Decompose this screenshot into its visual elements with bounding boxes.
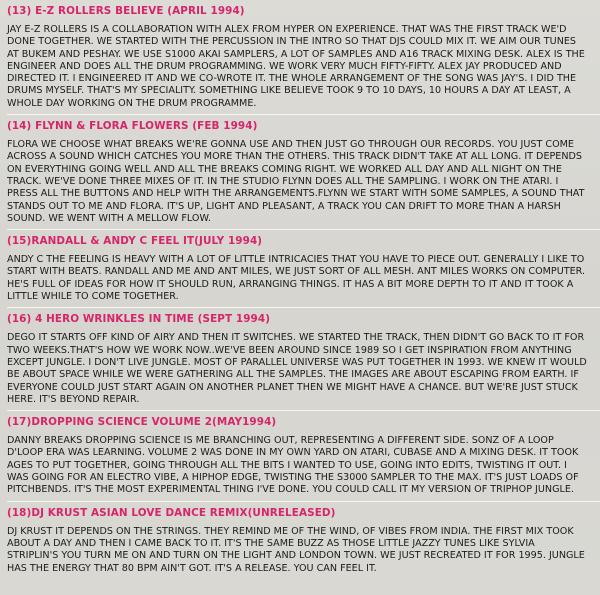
section-heading: (16) 4 HERO WRINKLES IN TIME (SEPT 1994) [7,313,271,326]
section-heading: (18)DJ KRUST ASIAN LOVE DANCE REMIX(UNRELEASED) [7,506,336,519]
divider [7,410,600,411]
section-body: DANNY BREAKS DROPPING SCIENCE IS ME BRANCHING OUT, REPRESENTING A DIFFERENT SIDE. SONZ OF A LOOP D'LOOP ERA WAS LEARNING. VOLUME 2 WAS DONE IN MY OWN YARD ON ATARI, CUBASE AND A MIXING DESK. IT TOOK AGES TO PUT TOGETHER, GOING THROUGH ALL THE BITS I WANTED TO USE, GOING INTO EDITS, TWISTING IT OUT. I WAS GOING FOR AN ELECTRO VIBE, A HIPHOP EDGE, TWISTING THE S3000 SAMPLER TO THE MAX. IT'S JUST LOADS OF PITCHBENDS. IT'S THE MOST EXPERIMENTAL THING I'VE DONE. YOU COULD CALL IT MY VERSION OF TRIPHOP JUNGLE. [7,435,579,496]
section-body: DJ KRUST IT DEPENDS ON THE STRINGS. THEY REMIND ME OF THE WIND, OF VIBES FROM INDIA. THE FIRST MIX TOOK ABOUT A DAY AND THEN I CAME BACK TO IT. IT'S THE SAME BUZZ AS THOSE LITTLE JAZZY TUNES LIKE SYLVIA STRIPLIN'S YOU TURN ME ON AND TURN ON THE LIGHT AND LONDON TOWN. WE JUST RECREATED IT FOR 1995. JUNGLE HAS THE ENERGY THAT 80 BPM AIN'T GOT. IT'S A RELEASE. YOU CAN FEEL IT. [7,525,585,574]
section-dj-krust [7,506,588,575]
section-body: DEGO IT STARTS OFF KIND OF AIRY AND THEN IT SWITCHES. WE STARTED THE TRACK, THEN DIDN'T GO BACK TO IT FOR TWO WEEKS.THAT'S HOW WE WORK NOW..WE'VE BEEN AROUND SINCE 1989 SO I GET INSPIRATION FROM ANYTHING EXCEPT JUNGLE. I DON'T LIVE JUNGLE. MOST OF PARALLEL UNIVERSE WAS PUT TOGETHER IN 1993. WE KNEW IT WOULD BE ABOUT SPACE WHILE WE WERE GATHERING ALL THE SAMPLES. THE IMAGES ARE ABOUT ESCAPING FROM EARTH. IF EVERYONE COULD JUST START AGAIN ON ANOTHER PLANET THEN WE MIGHT HAVE A CHANCE. BUT WE'RE JUST STUCK HERE. IT'S BEYOND REPAIR. [7,332,587,405]
section-ez-rollers [7,4,588,115]
section-heading: (14) FLYNN & FLORA FLOWERS (FEB 1994) [7,120,258,133]
section-dropping-science [7,415,588,501]
section-body: JAY E-Z ROLLERS IS A COLLABORATION WITH ALEX FROM HYPER ON EXPERIENCE. THAT WAS THE FIRST TRACK WE'D DONE TOGETHER. WE STARTED WITH THE PERCUSSION IN THE INTRO SO THAT DJS COULD MIX IT. WE AIM OUR TUNES AT BUKEM AND PESHAY. WE USE S1000 AKAI SAMPLERS, A LOT OF SAMPLES AND A16 TRACK MIXING DESK. ALEX IS THE ENGINEER AND DOES ALL THE DRUM PROGRAMMING. WE WORK VERY MUCH FIFTY-FIFTY. ALEX JAY PRODUCED AND DIRECTED IT. I ENGINEERED IT AND WE CO-WROTE IT. THE WHOLE ARRANGEMENT OF THE SONG WAS JAY'S. I DID THE DRUMS MYSELF. THAT'S MY SPECIALITY. SOMETHING LIKE BELIEVE TOOK 9 TO 10 DAYS, 10 HOURS A DAY AT LEAST, A WHOLE DAY WORKING ON THE DRUM PROGRAMME. [7,24,585,109]
section-heading: (17)DROPPING SCIENCE VOLUME 2(MAY1994) [7,416,277,429]
divider [7,501,600,502]
divider [7,229,600,230]
section-body: ANDY C THE FEELING IS HEAVY WITH A LOT OF LITTLE INTRICACIES THAT YOU HAVE TO PIECE OUT. GENERALLY I LIKE TO START WITH BEATS. RANDALL AND ME AND ANT MILES, WE JUST SORT OF ALL MESH. ANT MILES WORKS ON COMPUTER. HE'S FULL OF IDEAS FOR HOW IT SHOULD RUN, ARRANGING THINGS. IT HAS A BIT MORE DEPTH TO IT AND IT TOOK A LITTLE WHILE TO COME TOGETHER. [7,254,586,303]
section-body: FLORA WE CHOOSE WHAT BREAKS WE'RE GONNA USE AND THEN JUST GO THROUGH OUR RECORDS. YOU JUST COME ACROSS A SOUND WHICH CATCHES YOU MORE THAN THE OTHERS. THIS TRACK DIDN'T TAKE AT ALL LONG. IT DEPENDS ON EVERYTHING GOING WELL AND ALL THE BREAKS COMING RIGHT. WE WORKED ALL DAY AND ALL NIGHT ON THE TRACK. WE'VE DONE THREE MIXES OF IT. IN THE STUDIO FLYNN DOES ALL THE SAMPLING. I WORK ON THE ATARI. I PRESS ALL THE BUTTONS AND HELP WITH THE ARRANGEMENTS.FLYNN WE START WITH SOME SAMPLES, A SOUND THAT STANDS OUT TO ME AND FLORA. IT'S UP, LIGHT AND PLEASANT, A TRACK YOU CAN DRIFT TO MORE THAN A HARSH SOUND. WE WENT WITH A MELLOW FLOW. [7,139,585,224]
divider [7,114,600,115]
section-heading: (13) E-Z ROLLERS BELIEVE (APRIL 1994) [7,5,245,17]
section-flynn-flora [7,119,588,230]
section-heading: (15)RANDALL & ANDY C FEEL IT(JULY 1994) [7,235,263,248]
section-4-hero [7,312,588,411]
section-randall-andy-c [7,234,588,308]
divider [7,307,600,308]
